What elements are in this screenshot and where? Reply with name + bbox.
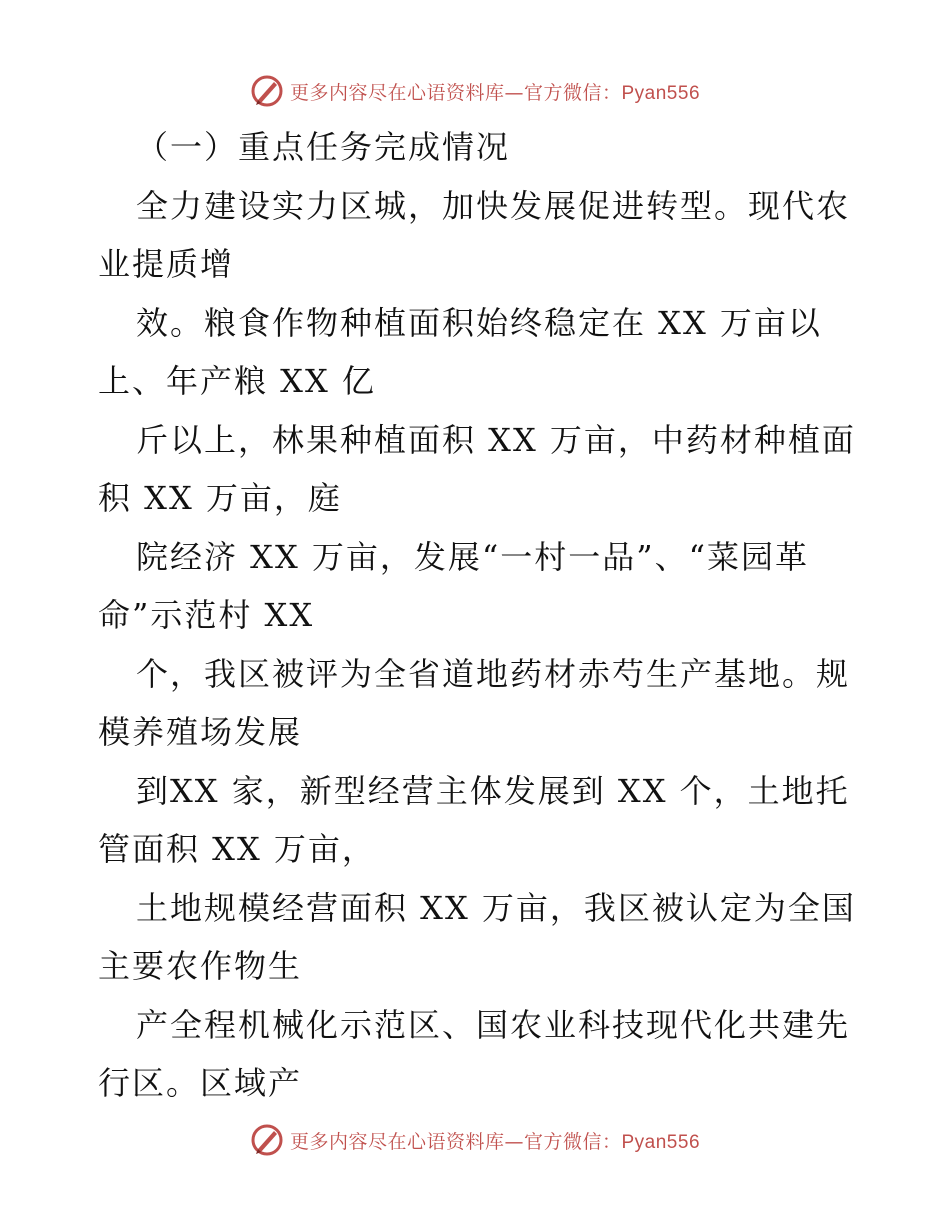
text-line: 产全程机械化示范区、国农业科技现代化共建先 [136, 1005, 851, 1044]
text-line: 到XX 家，新型经营主体发展到 XX 个，土地托 [136, 771, 850, 810]
watermark-label: 官方微信： [523, 1130, 622, 1153]
text-line: 土地规模经营面积 XX 万亩，我区被认定为全国 [136, 888, 856, 927]
text-line: 全力建设实力区城，加快发展促进转型。现代农 [136, 186, 851, 225]
watermark-brand: 更多内容尽在心语资料库 [289, 1130, 505, 1153]
text-line: 业提质增 [98, 245, 235, 283]
text-line: 行区。区域产 [98, 1064, 303, 1102]
pen-logo-icon [250, 74, 284, 108]
watermark-text [290, 1127, 700, 1154]
text-line: 斤以上，林果种植面积 XX 万亩，中药材种植面 [136, 420, 856, 459]
text-line: 管面积 XX 万亩， [98, 830, 376, 868]
text-line: （一）重点任务完成情况 [136, 128, 511, 166]
text-line: 上、年产粮 XX 亿 [98, 362, 376, 400]
text-line: 院经济 XX 万亩，发展“一村一品”、“菜园革 [136, 537, 809, 576]
text-line: 个，我区被评为全省道地药材赤芍生产基地。规 [136, 654, 851, 693]
watermark-text [290, 78, 700, 105]
text-line: 命”示范村 XX [98, 596, 315, 634]
watermark-id: Pyan556 [621, 82, 701, 104]
document-body [98, 118, 858, 1113]
text-line: 主要农作物生 [98, 947, 303, 985]
header-watermark [0, 71, 950, 111]
footer-watermark [0, 1120, 950, 1160]
pen-logo-icon [250, 1123, 284, 1157]
watermark-dash: — [504, 81, 524, 104]
text-line: 积 XX 万亩，庭 [98, 479, 342, 517]
watermark-dash: — [504, 1130, 524, 1153]
text-line: 效。粮食作物种植面积始终稳定在 XX 万亩以 [136, 303, 822, 342]
watermark-label: 官方微信： [523, 81, 622, 104]
watermark-id: Pyan556 [621, 1131, 701, 1153]
text-line: 模养殖场发展 [98, 713, 303, 751]
watermark-brand: 更多内容尽在心语资料库 [289, 81, 505, 104]
